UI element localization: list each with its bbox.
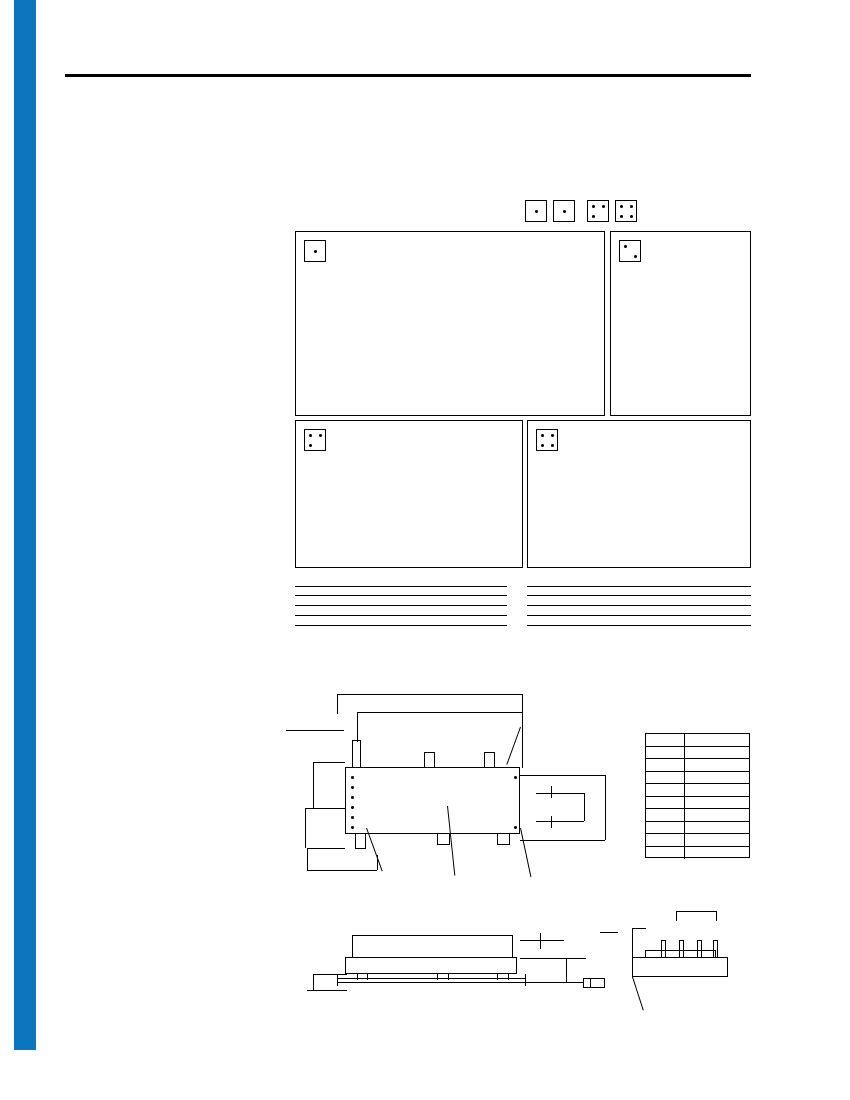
die-3-icon [587, 200, 609, 222]
table-row [646, 797, 749, 810]
panel-4-badge-icon [536, 429, 558, 451]
table-row [646, 822, 749, 835]
table-row [646, 772, 749, 785]
panel-3 [295, 420, 523, 568]
table-row [646, 784, 749, 797]
table-row [646, 847, 749, 860]
table-row [646, 759, 749, 772]
pin-marker-row [525, 200, 645, 222]
dimension-table [645, 733, 750, 858]
table-row [646, 834, 749, 847]
panel-1-badge-icon [304, 240, 326, 262]
panel-4 [527, 420, 751, 568]
side-view-body [345, 957, 517, 974]
panel-3-badge-icon [304, 429, 326, 451]
lead-cross-section-detail [583, 978, 605, 988]
table-row [646, 747, 749, 760]
package-body-outline [345, 767, 520, 834]
die-2-icon [553, 200, 575, 222]
header-rule [65, 74, 751, 77]
panel-2 [610, 231, 751, 416]
left-accent-bar [14, 0, 36, 1050]
panel-2-badge-icon [619, 240, 641, 262]
table-row [646, 809, 749, 822]
die-1-icon [525, 200, 547, 222]
die-4-icon [615, 200, 637, 222]
panel-1 [295, 231, 605, 416]
table-row [646, 734, 749, 747]
end-view-body [632, 957, 728, 977]
